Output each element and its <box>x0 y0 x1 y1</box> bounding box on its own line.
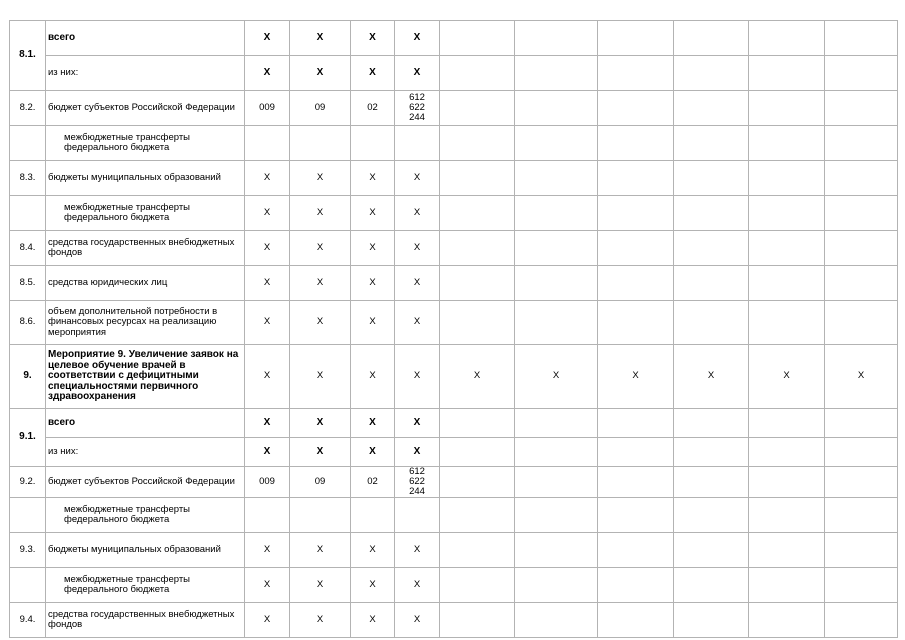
code-cell <box>395 467 440 498</box>
amount-cell <box>515 196 598 231</box>
amount-cell <box>674 533 749 568</box>
code-cell: X <box>290 196 351 231</box>
amount-cell <box>749 533 825 568</box>
code-cell: X <box>395 603 440 638</box>
amount-cell: X <box>825 345 898 409</box>
amount-cell <box>515 21 598 56</box>
amount-cell <box>515 533 598 568</box>
budget-table <box>9 20 898 638</box>
code-cell: X <box>351 231 395 266</box>
row-number: 8.5. <box>10 266 46 301</box>
amount-cell <box>598 467 674 498</box>
table-row <box>10 56 898 91</box>
code-cell: X <box>290 409 351 438</box>
amount-cell <box>440 196 515 231</box>
code-cell: X <box>351 161 395 196</box>
row-name: бюджет субъектов Российской Федерации <box>46 467 245 498</box>
amount-cell <box>515 161 598 196</box>
amount-cell <box>598 161 674 196</box>
amount-cell <box>674 438 749 467</box>
code-cell <box>395 498 440 533</box>
code-cell: X <box>351 568 395 603</box>
amount-cell <box>749 56 825 91</box>
code-cell: X <box>351 21 395 56</box>
amount-cell <box>515 438 598 467</box>
amount-cell <box>440 438 515 467</box>
amount-cell <box>440 603 515 638</box>
amount-cell <box>825 56 898 91</box>
amount-cell <box>440 161 515 196</box>
amount-cell <box>598 126 674 161</box>
code-cell: X <box>395 196 440 231</box>
code-cell: X <box>245 161 290 196</box>
code-cell: X <box>245 231 290 266</box>
code-cell: X <box>290 301 351 345</box>
row-number <box>10 126 46 161</box>
table-row <box>10 301 898 345</box>
table-row <box>10 345 898 409</box>
amount-cell <box>598 231 674 266</box>
table-row <box>10 603 898 638</box>
code-cell: X <box>351 409 395 438</box>
amount-cell <box>749 196 825 231</box>
amount-cell <box>749 161 825 196</box>
row-name: из них: <box>46 56 245 91</box>
code-cell: X <box>290 231 351 266</box>
code-cell: 009 <box>245 467 290 498</box>
code-cell: X <box>351 438 395 467</box>
code-cell: X <box>395 568 440 603</box>
row-name: всего <box>46 409 245 438</box>
code-cell: X <box>395 533 440 568</box>
row-name: Мероприятие 9. Увеличение заявок на целевое обучение врачей в соответствии с дефицитными специальностями первичного здравоохранения <box>46 345 245 409</box>
amount-cell <box>749 301 825 345</box>
code-cell: X <box>395 231 440 266</box>
amount-cell <box>825 533 898 568</box>
code-cell: X <box>245 196 290 231</box>
code-cell: 02 <box>351 91 395 126</box>
code-cell: X <box>290 568 351 603</box>
code-cell <box>395 126 440 161</box>
code-line: 612 <box>409 92 425 103</box>
amount-cell <box>598 568 674 603</box>
table-row <box>10 231 898 266</box>
amount-cell <box>674 568 749 603</box>
code-cell: 02 <box>351 467 395 498</box>
code-cell: X <box>245 56 290 91</box>
code-cell <box>290 126 351 161</box>
amount-cell <box>749 568 825 603</box>
row-number: 8.3. <box>10 161 46 196</box>
row-number: 9.2. <box>10 467 46 498</box>
code-cell: X <box>245 266 290 301</box>
amount-cell <box>598 409 674 438</box>
code-cell: X <box>290 266 351 301</box>
row-number: 8.4. <box>10 231 46 266</box>
table-row <box>10 568 898 603</box>
amount-cell <box>825 91 898 126</box>
row-number: 9.4. <box>10 603 46 638</box>
amount-cell <box>440 231 515 266</box>
row-number <box>10 568 46 603</box>
code-cell: X <box>395 409 440 438</box>
amount-cell <box>440 467 515 498</box>
amount-cell <box>825 126 898 161</box>
code-cell: X <box>290 161 351 196</box>
amount-cell <box>825 21 898 56</box>
amount-cell: X <box>598 345 674 409</box>
row-number <box>10 196 46 231</box>
code-cell: X <box>395 345 440 409</box>
amount-cell <box>598 603 674 638</box>
row-number <box>10 498 46 533</box>
code-cell: X <box>245 345 290 409</box>
code-cell: X <box>245 568 290 603</box>
code-cell: X <box>290 438 351 467</box>
row-name: межбюджетные трансферты федерального бюджета <box>46 568 245 603</box>
amount-cell <box>825 409 898 438</box>
code-cell: X <box>351 56 395 91</box>
amount-cell <box>749 498 825 533</box>
amount-cell <box>749 91 825 126</box>
row-number: 9.3. <box>10 533 46 568</box>
amount-cell <box>598 438 674 467</box>
amount-cell <box>749 438 825 467</box>
amount-cell <box>674 498 749 533</box>
amount-cell <box>515 301 598 345</box>
amount-cell <box>674 231 749 266</box>
amount-cell <box>515 467 598 498</box>
code-cell: X <box>351 266 395 301</box>
amount-cell <box>749 603 825 638</box>
code-cell: X <box>290 56 351 91</box>
amount-cell <box>598 91 674 126</box>
code-cell: X <box>290 345 351 409</box>
amount-cell <box>598 21 674 56</box>
amount-cell <box>598 266 674 301</box>
amount-cell <box>598 533 674 568</box>
table-row <box>10 126 898 161</box>
code-cell <box>395 91 440 126</box>
code-cell: X <box>395 56 440 91</box>
amount-cell: X <box>674 345 749 409</box>
row-number: 8.2. <box>10 91 46 126</box>
row-name: бюджеты муниципальных образований <box>46 533 245 568</box>
amount-cell <box>440 56 515 91</box>
code-cell: X <box>351 196 395 231</box>
code-line: 244 <box>409 112 425 123</box>
code-cell: X <box>395 438 440 467</box>
amount-cell: X <box>515 345 598 409</box>
amount-cell: X <box>440 345 515 409</box>
amount-cell <box>749 467 825 498</box>
amount-cell <box>674 409 749 438</box>
table-row <box>10 91 898 126</box>
amount-cell <box>440 91 515 126</box>
code-cell: X <box>245 409 290 438</box>
amount-cell <box>440 409 515 438</box>
amount-cell <box>440 21 515 56</box>
amount-cell <box>674 266 749 301</box>
code-cell: X <box>290 603 351 638</box>
code-line: 244 <box>409 486 425 497</box>
amount-cell <box>440 533 515 568</box>
row-name: средства юридических лиц <box>46 266 245 301</box>
table-row <box>10 161 898 196</box>
code-cell: 09 <box>290 91 351 126</box>
amount-cell <box>440 126 515 161</box>
table-row <box>10 409 898 438</box>
amount-cell <box>749 266 825 301</box>
amount-cell <box>440 498 515 533</box>
amount-cell <box>598 196 674 231</box>
row-number: 9.1. <box>10 409 46 467</box>
amount-cell <box>515 126 598 161</box>
amount-cell <box>825 231 898 266</box>
amount-cell <box>440 301 515 345</box>
amount-cell <box>674 603 749 638</box>
row-name: межбюджетные трансферты федерального бюджета <box>46 498 245 533</box>
code-cell <box>290 498 351 533</box>
code-cell: X <box>245 533 290 568</box>
code-cell <box>351 126 395 161</box>
row-name: средства государственных внебюджетных фондов <box>46 231 245 266</box>
code-cell: X <box>245 438 290 467</box>
code-cell: X <box>245 21 290 56</box>
row-name: средства государственных внебюджетных фондов <box>46 603 245 638</box>
amount-cell <box>515 568 598 603</box>
amount-cell <box>825 438 898 467</box>
code-cell: 09 <box>290 467 351 498</box>
amount-cell <box>515 498 598 533</box>
row-name: из них: <box>46 438 245 467</box>
code-cell: X <box>245 603 290 638</box>
amount-cell: X <box>749 345 825 409</box>
row-name: межбюджетные трансферты федерального бюджета <box>46 126 245 161</box>
table-row <box>10 266 898 301</box>
code-cell <box>351 498 395 533</box>
amount-cell <box>674 196 749 231</box>
amount-cell <box>598 301 674 345</box>
code-line: 622 <box>409 102 425 113</box>
code-cell: X <box>290 21 351 56</box>
amount-cell <box>674 161 749 196</box>
amount-cell <box>440 266 515 301</box>
code-cell: X <box>351 603 395 638</box>
amount-cell <box>825 301 898 345</box>
table-row <box>10 467 898 498</box>
amount-cell <box>825 467 898 498</box>
table-row <box>10 533 898 568</box>
table-row <box>10 498 898 533</box>
amount-cell <box>749 21 825 56</box>
amount-cell <box>825 161 898 196</box>
amount-cell <box>515 266 598 301</box>
code-cell: X <box>395 161 440 196</box>
code-line: 612 <box>409 466 425 477</box>
amount-cell <box>674 126 749 161</box>
code-cell: X <box>290 533 351 568</box>
row-number: 8.1. <box>10 21 46 91</box>
code-cell <box>245 126 290 161</box>
code-line: 622 <box>409 476 425 487</box>
amount-cell <box>825 266 898 301</box>
code-cell: X <box>245 301 290 345</box>
table-row <box>10 21 898 56</box>
table-row <box>10 438 898 467</box>
amount-cell <box>674 91 749 126</box>
amount-cell <box>674 21 749 56</box>
row-number: 9. <box>10 345 46 409</box>
amount-cell <box>825 603 898 638</box>
amount-cell <box>515 603 598 638</box>
row-number: 8.6. <box>10 301 46 345</box>
amount-cell <box>598 56 674 91</box>
row-name: бюджеты муниципальных образований <box>46 161 245 196</box>
amount-cell <box>749 231 825 266</box>
row-name: межбюджетные трансферты федерального бюджета <box>46 196 245 231</box>
code-cell: X <box>395 266 440 301</box>
amount-cell <box>749 126 825 161</box>
code-cell: X <box>395 21 440 56</box>
row-name: всего <box>46 21 245 56</box>
amount-cell <box>825 498 898 533</box>
code-cell <box>245 498 290 533</box>
amount-cell <box>515 91 598 126</box>
row-name: объем дополнительной потребности в финансовых ресурсах на реализацию мероприятия <box>46 301 245 345</box>
amount-cell <box>515 231 598 266</box>
amount-cell <box>440 568 515 603</box>
amount-cell <box>674 56 749 91</box>
amount-cell <box>749 409 825 438</box>
code-cell: X <box>395 301 440 345</box>
amount-cell <box>674 467 749 498</box>
code-cell: X <box>351 533 395 568</box>
amount-cell <box>674 301 749 345</box>
code-cell: X <box>351 301 395 345</box>
row-name: бюджет субъектов Российской Федерации <box>46 91 245 126</box>
code-cell: 009 <box>245 91 290 126</box>
table-row <box>10 196 898 231</box>
amount-cell <box>598 498 674 533</box>
amount-cell <box>515 409 598 438</box>
code-cell: X <box>351 345 395 409</box>
amount-cell <box>515 56 598 91</box>
amount-cell <box>825 568 898 603</box>
amount-cell <box>825 196 898 231</box>
